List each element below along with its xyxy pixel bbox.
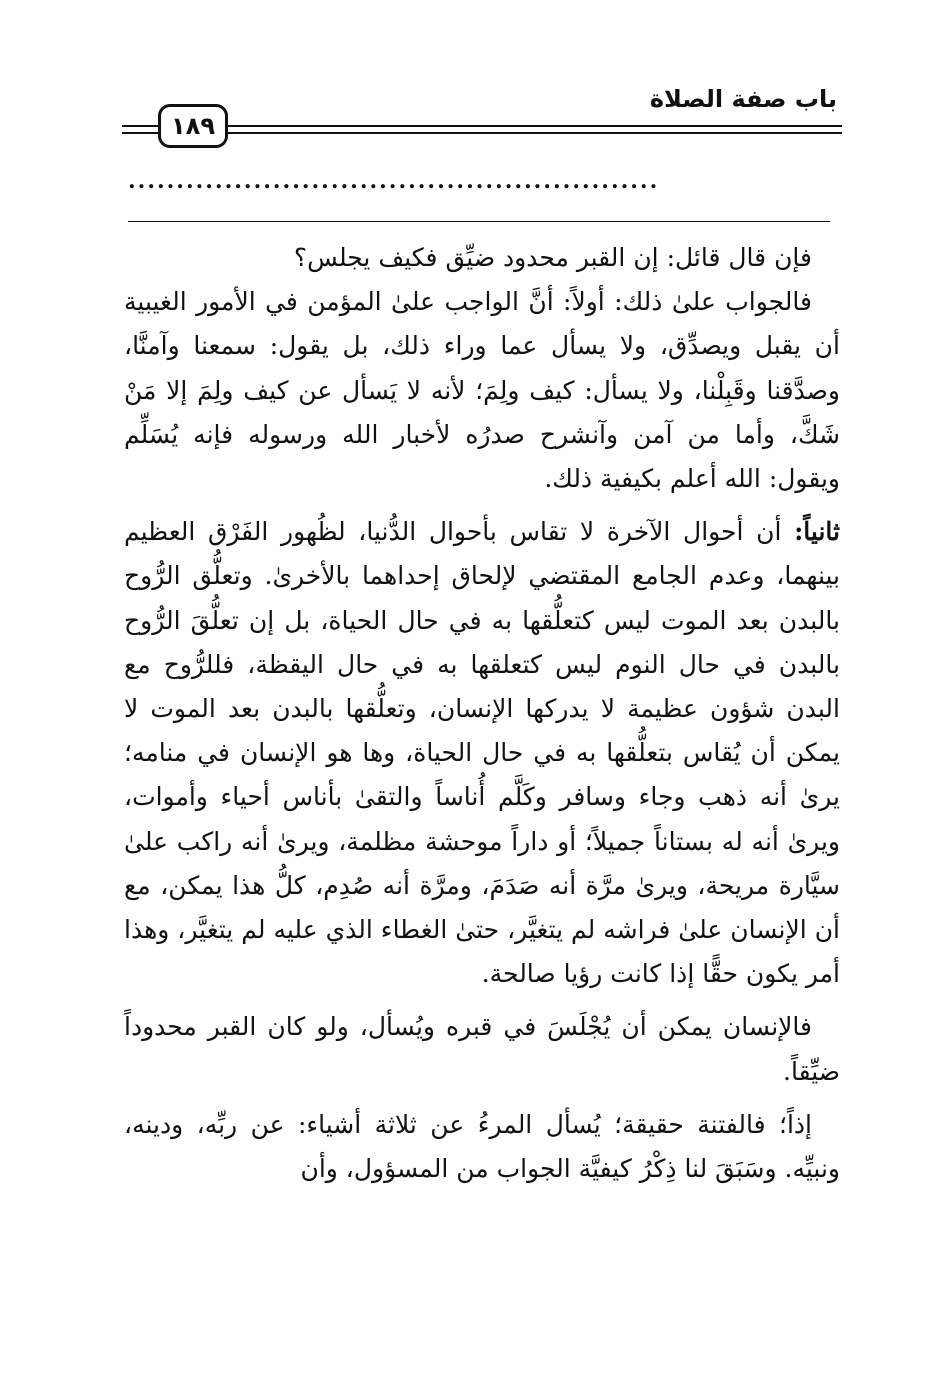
header-rule-top-right xyxy=(228,125,842,127)
paragraph-text: فالجواب علىٰ ذلك: أولاً: أنَّ الواجب علىٰ المؤمن في الأمور الغيبية أن يقبل ويصدِّق، ولا يسأل عما وراء ذلك، بل يقول: سمعنا وآمنَّا، وصدَّقنا وقَبِلْنا، ولا يسأل: كيف ولِمَ؛ لأنه لا يَسأل عن كيف ولِمَ إلا مَنْ شَكَّ، وأما من آمن وآنشرح صدرُه لأخبار الله ورسوله فإنه يُسَلِّم ويقول: الله أعلم بكيفية ذلك. xyxy=(124,287,840,494)
section-rule xyxy=(128,221,830,222)
paragraph-text: فإن قال قائل: إن القبر محدود ضيِّق فكيف يجلس؟ xyxy=(293,243,812,272)
paragraph-text: فالإنسان يمكن أن يُجْلَسَ في قبره ويُسأل، ولو كان القبر محدوداً ضيِّقاً. xyxy=(124,1012,840,1086)
header-rule-top-left xyxy=(122,125,158,127)
paragraph-fitna xyxy=(124,1103,840,1191)
dotted-separator: ....................................................... xyxy=(128,170,660,192)
page-number: ١٨٩ xyxy=(158,104,228,148)
header-rule-bottom-left xyxy=(122,132,158,134)
paragraph-text: إذاً؛ فالفتنة حقيقة؛ يُسأل المرءُ عن ثلاثة أشياء: عن ربِّه، ودينه، ونبيِّه. وسَبَقَ لنا ذِكْرُ كيفيَّة الجواب من المسؤول، وأن xyxy=(124,1109,840,1184)
paragraph-lead: ثانياً: xyxy=(794,517,840,547)
paragraph-second-answer xyxy=(124,510,840,996)
paragraph-first-answer xyxy=(124,280,840,501)
running-title: باب صفة الصلاة xyxy=(649,85,837,113)
body-text xyxy=(124,236,840,1191)
paragraph-conclusion xyxy=(124,1005,840,1093)
paragraph-question xyxy=(124,236,840,280)
paragraph-text: أن أحوال الآخرة لا تقاس بأحوال الدُّنيا، لظُهور الفَرْق العظيم بينهما، وعدم الجامع المقتضي لإلحاق إحداهما بالأخرىٰ. وتعلُّق الرُّوح بالبدن بعد الموت ليس كتعلُّقها به في حال الحياة، بل إن تعلُّقَ الرُّوح بالبدن في حال النوم ليس كتعلقها به في حال اليقظة، فللرُّوح مع البدن شؤون عظيمة لا يدركها الإنسان، وتعلُّقها بالبدن بعد الموت لا يمكن أن يُقاس بتعلُّقها به في حال الحياة، وها هو الإنسان في منامه؛ يرىٰ أنه ذهب وجاء وسافر وكَلَّم أُناساً والتقىٰ بأناس أحياء وأموات، ويرىٰ أنه له بستاناً جميلاً؛ أو داراً موحشة مظلمة، ويرىٰ أنه راكب علىٰ سيَّارة مريحة، ويرىٰ مرَّة أنه صَدَمَ، ومرَّة أنه صُدِم، كلُّ هذا يمكن، مع أن الإنسان علىٰ فراشه لم يتغيَّر، حتىٰ الغطاء الذي عليه لم يتغيَّر، وهذا أمر يكون حقًّا إذا كانت رؤيا صالحة. xyxy=(124,517,840,989)
header-rule-bottom-right xyxy=(228,132,842,134)
